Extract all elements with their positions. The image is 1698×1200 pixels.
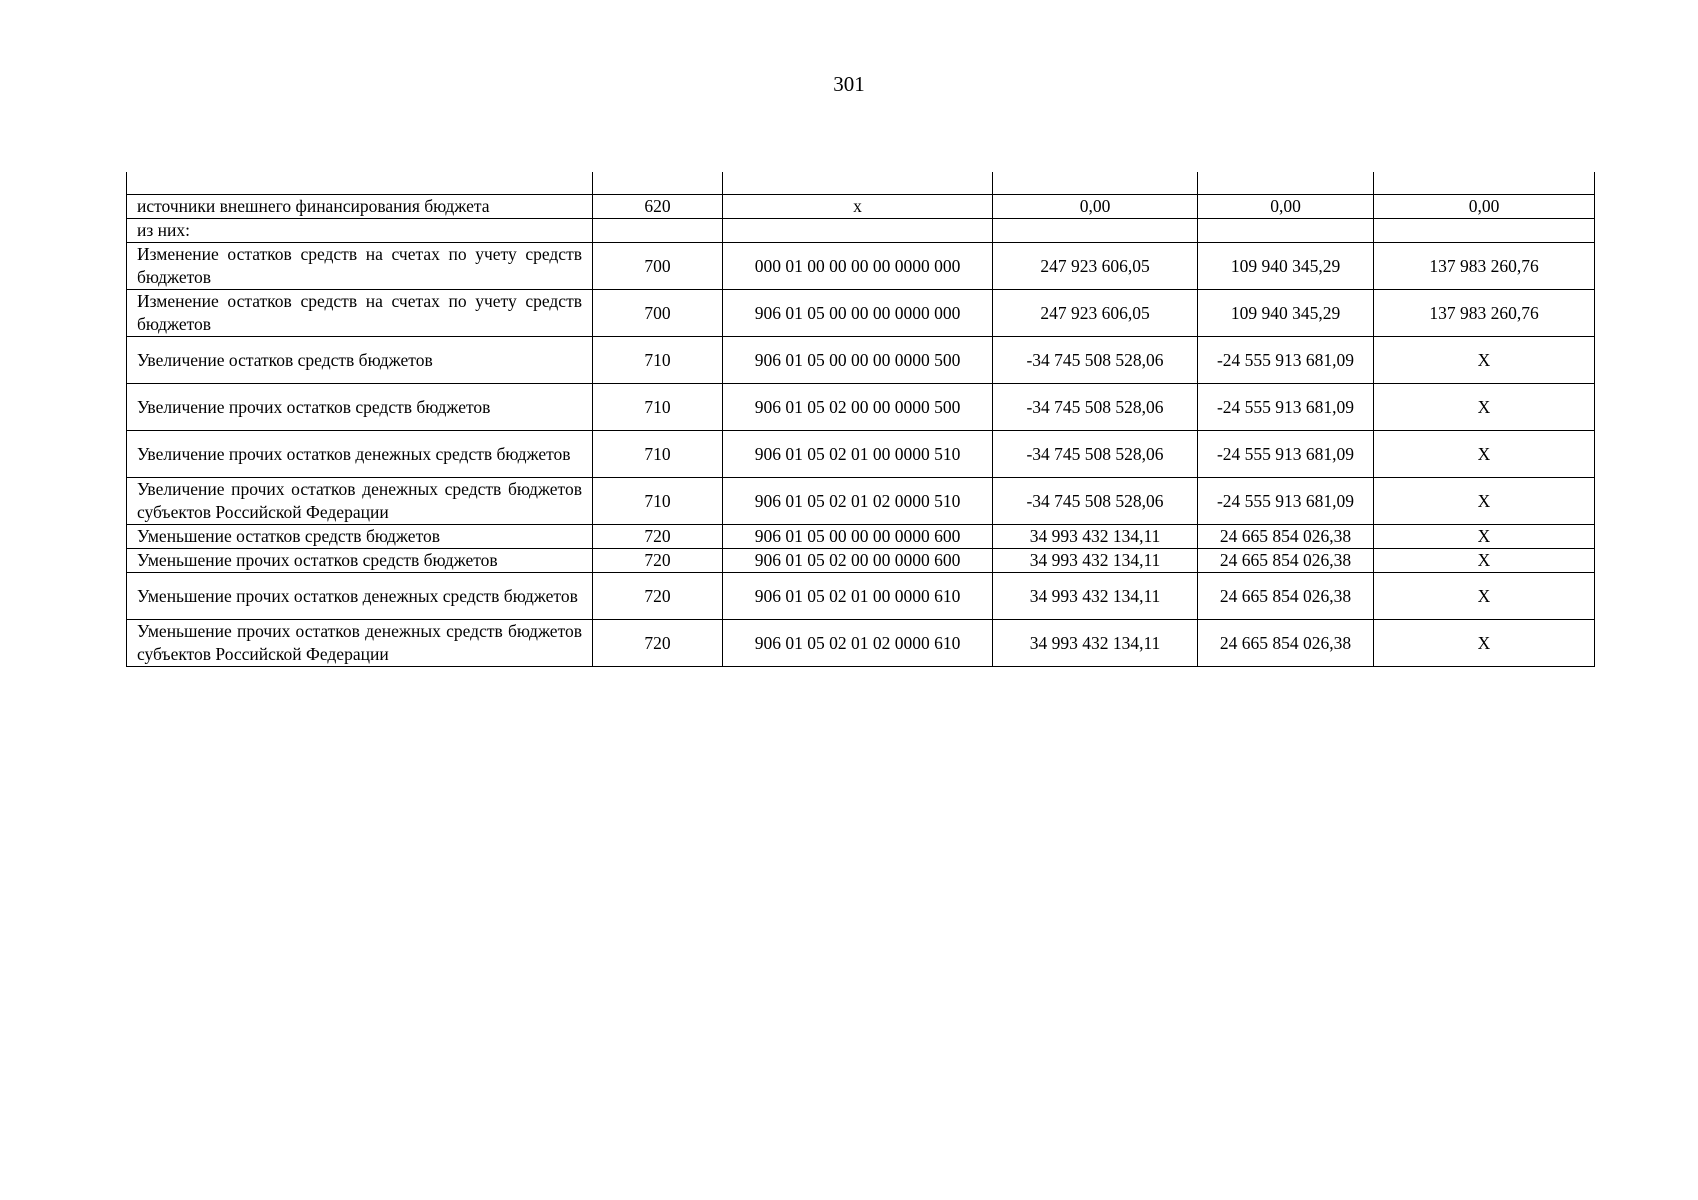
unexecuted-amount-cell: X [1374,384,1595,431]
executed-amount-cell: 109 940 345,29 [1198,243,1374,290]
unexecuted-amount-cell [1374,219,1595,243]
budget-code-cell: 906 01 05 00 00 00 0000 000 [723,290,993,337]
table-body [127,172,1595,667]
budget-code-cell: 906 01 05 02 00 00 0000 500 [723,384,993,431]
table-row [127,172,1595,195]
executed-amount-cell: -24 555 913 681,09 [1198,431,1374,478]
unexecuted-amount-cell: X [1374,478,1595,525]
line-code-cell: 700 [593,243,723,290]
executed-amount-cell: 24 665 854 026,38 [1198,525,1374,549]
budget-sources-table [126,172,1595,667]
budget-code-cell: 000 01 00 00 00 00 0000 000 [723,243,993,290]
unexecuted-amount-cell: 137 983 260,76 [1374,290,1595,337]
executed-amount-cell: -24 555 913 681,09 [1198,337,1374,384]
approved-amount-cell: 247 923 606,05 [993,243,1198,290]
unexecuted-amount-cell [1374,172,1595,195]
executed-amount-cell: 109 940 345,29 [1198,290,1374,337]
line-code-cell [593,172,723,195]
unexecuted-amount-cell: X [1374,337,1595,384]
line-code-cell: 720 [593,620,723,667]
unexecuted-amount-cell: 137 983 260,76 [1374,243,1595,290]
executed-amount-cell: 0,00 [1198,195,1374,219]
line-code-cell: 720 [593,549,723,573]
approved-amount-cell: -34 745 508 528,06 [993,431,1198,478]
table-row [127,525,1595,549]
row-name-cell: Уменьшение прочих остатков денежных средств бюджетов субъектов Российской Федерации [127,620,593,667]
budget-code-cell: 906 01 05 02 01 00 0000 510 [723,431,993,478]
unexecuted-amount-cell: X [1374,620,1595,667]
table-row [127,478,1595,525]
unexecuted-amount-cell: X [1374,525,1595,549]
unexecuted-amount-cell: X [1374,431,1595,478]
table-row [127,549,1595,573]
row-name-cell: Уменьшение прочих остатков денежных средств бюджетов [127,573,593,620]
row-name-cell: Увеличение прочих остатков денежных средств бюджетов субъектов Российской Федерации [127,478,593,525]
approved-amount-cell: 247 923 606,05 [993,290,1198,337]
row-name-cell: Увеличение остатков средств бюджетов [127,337,593,384]
approved-amount-cell: -34 745 508 528,06 [993,478,1198,525]
budget-code-cell: 906 01 05 02 01 00 0000 610 [723,573,993,620]
line-code-cell: 620 [593,195,723,219]
budget-code-cell: x [723,195,993,219]
approved-amount-cell: -34 745 508 528,06 [993,337,1198,384]
table-row [127,431,1595,478]
row-name-cell [127,172,593,195]
row-name-cell: источники внешнего финансирования бюджета [127,195,593,219]
table-row [127,573,1595,620]
page-number: 301 [833,72,865,96]
line-code-cell: 710 [593,478,723,525]
executed-amount-cell: -24 555 913 681,09 [1198,478,1374,525]
line-code-cell: 710 [593,431,723,478]
line-code-cell: 720 [593,573,723,620]
table-row [127,195,1595,219]
executed-amount-cell: 24 665 854 026,38 [1198,620,1374,667]
budget-code-cell: 906 01 05 02 01 02 0000 510 [723,478,993,525]
budget-code-cell: 906 01 05 00 00 00 0000 500 [723,337,993,384]
executed-amount-cell: -24 555 913 681,09 [1198,384,1374,431]
line-code-cell: 710 [593,384,723,431]
approved-amount-cell: 34 993 432 134,11 [993,549,1198,573]
executed-amount-cell: 24 665 854 026,38 [1198,573,1374,620]
table-row [127,219,1595,243]
approved-amount-cell [993,172,1198,195]
budget-code-cell: 906 01 05 02 01 02 0000 610 [723,620,993,667]
approved-amount-cell: 0,00 [993,195,1198,219]
line-code-cell: 720 [593,525,723,549]
row-name-cell: Увеличение прочих остатков средств бюджетов [127,384,593,431]
row-name-cell: Увеличение прочих остатков денежных средств бюджетов [127,431,593,478]
approved-amount-cell: 34 993 432 134,11 [993,525,1198,549]
row-name-cell: Уменьшение прочих остатков средств бюджетов [127,549,593,573]
row-name-cell: Изменение остатков средств на счетах по учету средств бюджетов [127,243,593,290]
table-row [127,243,1595,290]
line-code-cell: 700 [593,290,723,337]
unexecuted-amount-cell: X [1374,573,1595,620]
unexecuted-amount-cell: 0,00 [1374,195,1595,219]
unexecuted-amount-cell: X [1374,549,1595,573]
approved-amount-cell: 34 993 432 134,11 [993,620,1198,667]
approved-amount-cell [993,219,1198,243]
table-row [127,384,1595,431]
budget-code-cell [723,219,993,243]
table-row [127,290,1595,337]
table-row [127,337,1595,384]
table-row [127,620,1595,667]
approved-amount-cell: -34 745 508 528,06 [993,384,1198,431]
executed-amount-cell: 24 665 854 026,38 [1198,549,1374,573]
line-code-cell: 710 [593,337,723,384]
row-name-cell: из них: [127,219,593,243]
budget-code-cell [723,172,993,195]
approved-amount-cell: 34 993 432 134,11 [993,573,1198,620]
executed-amount-cell [1198,172,1374,195]
budget-code-cell: 906 01 05 00 00 00 0000 600 [723,525,993,549]
executed-amount-cell [1198,219,1374,243]
row-name-cell: Уменьшение остатков средств бюджетов [127,525,593,549]
line-code-cell [593,219,723,243]
row-name-cell: Изменение остатков средств на счетах по учету средств бюджетов [127,290,593,337]
budget-code-cell: 906 01 05 02 00 00 0000 600 [723,549,993,573]
